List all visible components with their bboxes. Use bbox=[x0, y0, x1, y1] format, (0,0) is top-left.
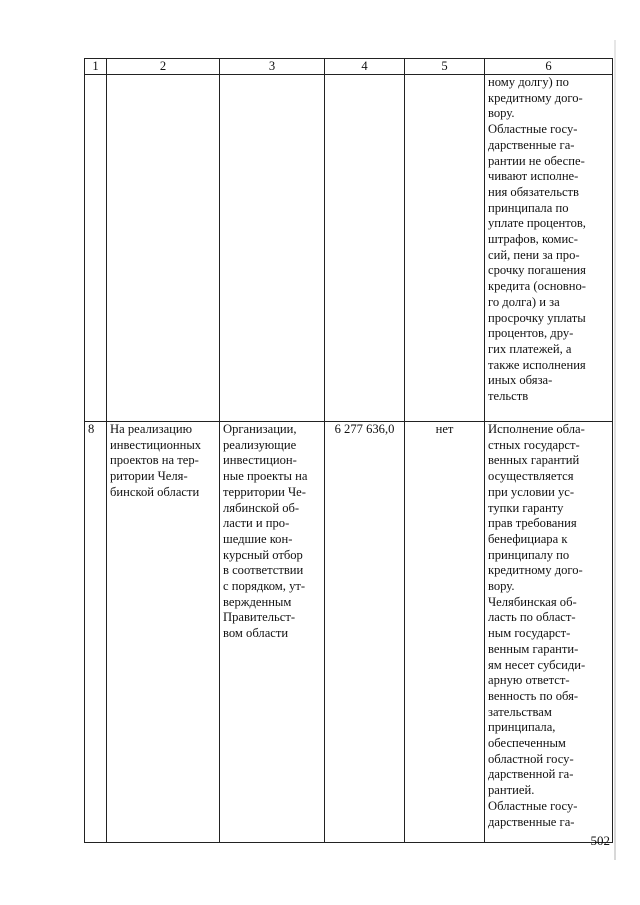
cell-conditions-continued: ному долгу) по кредитному дого- вору. Областные госу- дарственные га- рантии не обеспе- чивают исполне- ния обязательств принципала по уплате процентов, штрафов, комис- сий, пени за про- срочку погашения кредита (основно- го долга) и за просрочку уплаты процентов, дру- гих платежей, а также исполнения иных обяза- тельств bbox=[485, 75, 613, 422]
cell-amount: 6 277 636,0 bbox=[325, 422, 405, 843]
cell-empty bbox=[220, 75, 325, 422]
page-number: 502 bbox=[590, 833, 610, 848]
header-col-1: 1 bbox=[85, 59, 107, 75]
table-row-continuation bbox=[85, 75, 613, 422]
scan-edge-shadow bbox=[614, 40, 616, 860]
cell-empty bbox=[405, 75, 485, 422]
cell-row-number: 8 bbox=[85, 422, 107, 843]
cell-purpose: На реализацию инвестиционных проектов на тер- ритории Челя- бинской области bbox=[107, 422, 220, 843]
cell-empty bbox=[85, 75, 107, 422]
cell-principal: Организации, реализующие инвестицион- ные проекты на территории Че- лябинской об- ласти и про- шедшие кон- курсный отбор в соответствии с порядком, ут- вержденным Правительст- вом области bbox=[220, 422, 325, 843]
header-col-4: 4 bbox=[325, 59, 405, 75]
cell-conditions: Исполнение обла- стных государст- венных гарантий осуществляется при условии ус- тупки гаранту прав требования бенефициара к принципалу по кредитному дого- вору. Челябинская об- ласть по област- ным государст- венным гаранти- ям несет субсиди- арную ответст- венность по обя- зательствам принципала, обеспеченным областной госу- дарственной га- рантией. Областные госу- дарственные га- bbox=[485, 422, 613, 843]
cell-regress: нет bbox=[405, 422, 485, 843]
header-col-6: 6 bbox=[485, 59, 613, 75]
header-col-5: 5 bbox=[405, 59, 485, 75]
cell-empty bbox=[107, 75, 220, 422]
header-col-3: 3 bbox=[220, 59, 325, 75]
table-row-8 bbox=[85, 422, 613, 843]
guarantees-table bbox=[84, 58, 613, 843]
cell-empty bbox=[325, 75, 405, 422]
header-col-2: 2 bbox=[107, 59, 220, 75]
table-header-row bbox=[85, 59, 613, 75]
